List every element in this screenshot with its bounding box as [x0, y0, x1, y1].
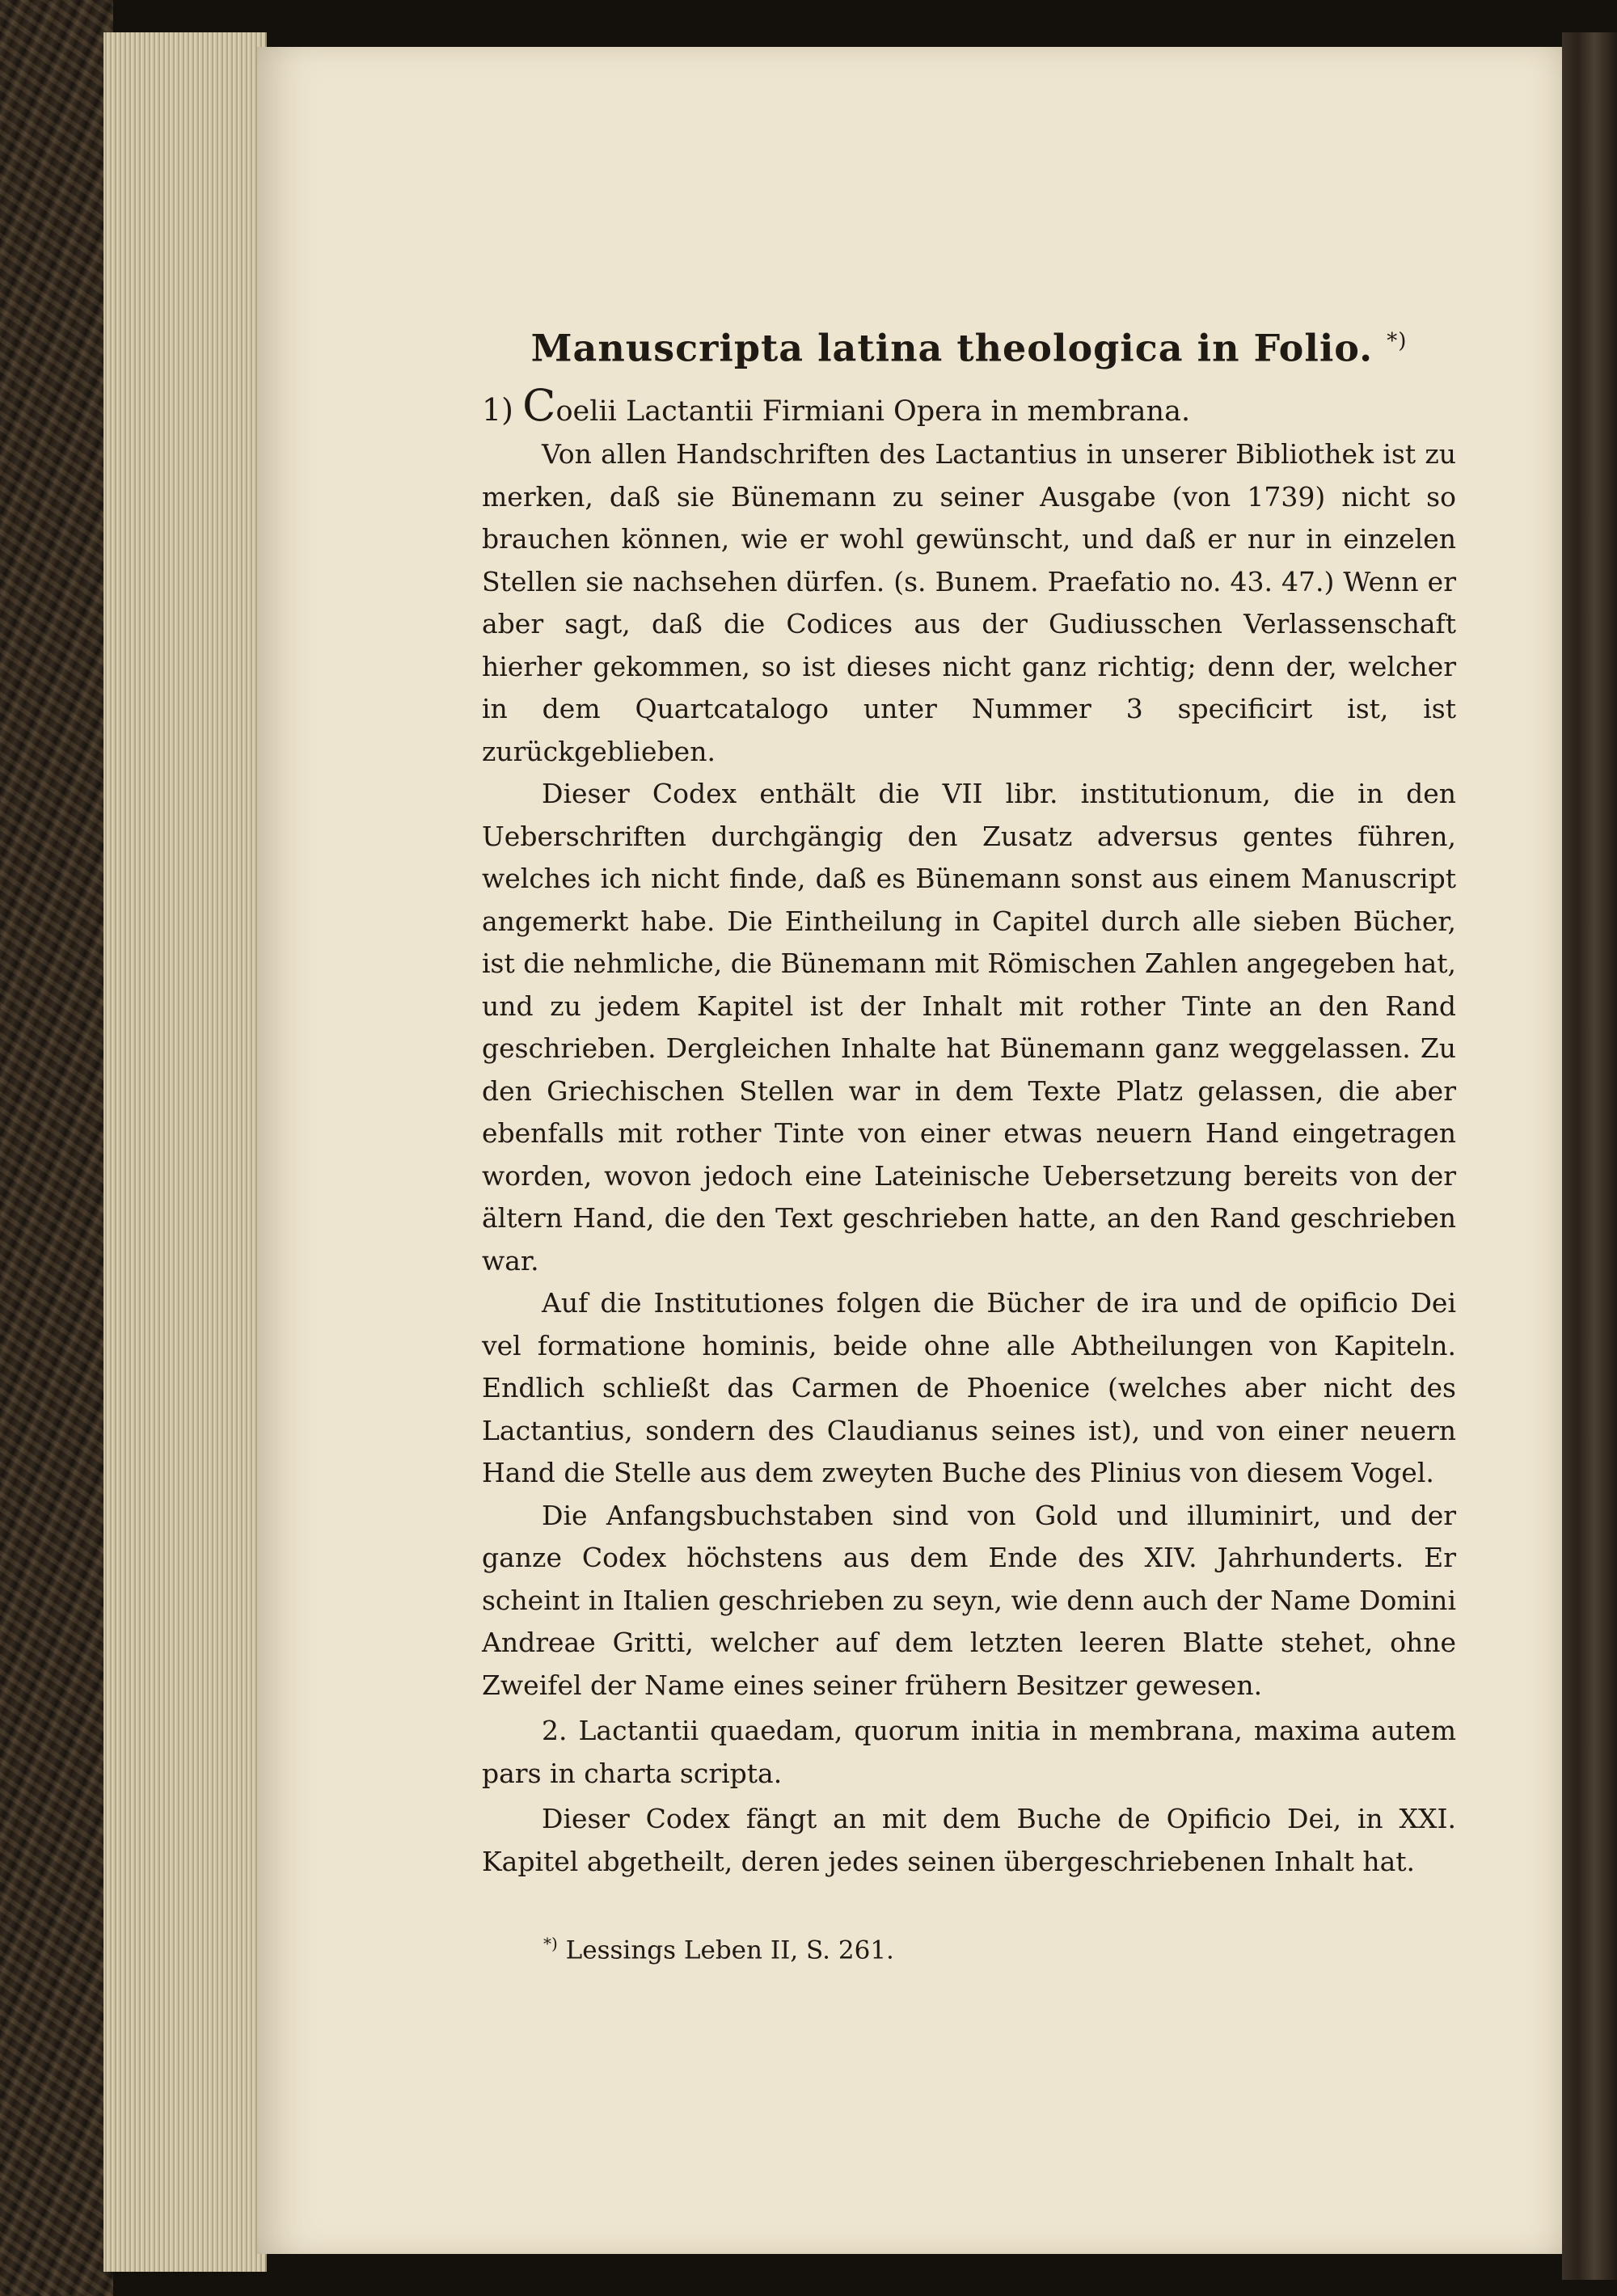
item-2-heading: 2. Lactantii quaedam, quorum initia in membrana, maxima autem pars in charta scripta.: [482, 1715, 1456, 1789]
paragraph-2: Dieser Codex enthält die VII libr. institutionum, die in den Ueberschriften durchgängig den Zusatz adversus gentes führen, welches ich nicht finde, daß es Bünemann sonst aus einem Manuscript angemerkt habe. Die Eintheilung in Capitel durch alle sieben Bücher, ist die nehmliche, die Bünemann mit Römischen Zahlen angegeben hat, und zu jedem Kapitel ist der Inhalt mit rother Tinte an den Rand geschrieben. Dergleichen Inhalte hat Bünemann ganz weggelassen. Zu den Griechischen Stellen war in dem Texte Platz gelassen, die aber ebenfalls mit rother Tinte von einer etwas neuern Hand eingetragen worden, wovon jedoch eine Lateinische Uebersetzung bereits von der ältern Hand, die den Text geschrieben hatte, an den Rand geschrieben war.: [482, 778, 1456, 1277]
page-text: [482, 317, 1456, 1883]
paragraph-1: Von allen Handschriften des Lactantius in unserer Bibliothek ist zu merken, daß sie Bünemann zu seiner Ausgabe (von 1739) nicht so brauchen können, wie er wohl gewünscht, und daß er nur in einzelen Stellen sie nachsehen dürfen. (s. Bunem. Praefatio no. 43. 47.) Wenn er aber sagt, daß die Codices aus der Gudiusschen Verlassenschaft hierher gekommen, so ist dieses nicht ganz richtig; denn der, welcher in dem Quartcatalogo unter Nummer 3 specificirt ist, ist zurückgeblieben.: [482, 438, 1456, 767]
paragraph-3: Auf die Institutiones folgen die Bücher de ira und de opificio Dei vel formatione hominis, beide ohne alle Abtheilungen von Kapiteln. Endlich schließt das Carmen de Phoenice (welches aber nicht des Lactantius, sondern des Claudianus seines ist), und von einer neuern Hand die Stelle aus dem zweyten Buche des Plinius von diesem Vogel.: [482, 1287, 1456, 1489]
page-title-text: Manuscripta latina theologica in Folio.: [530, 326, 1374, 370]
paragraph-4: Die Anfangsbuchstaben sind von Gold und illuminirt, und der ganze Codex höchstens aus dem Ende des XIV. Jahrhunderts. Er scheint in Italien geschrieben zu seyn, wie denn auch der Name Domini Andreae Gritti, welcher auf dem letzten leeren Blatte stehet, ohne Zweifel der Name eines seiner frühern Besitzer gewesen.: [482, 1499, 1456, 1701]
book-cover-right: [1562, 32, 1617, 2280]
footnote-text: Lessings Leben II, S. 261.: [565, 1935, 894, 1965]
page-stack-edge: [103, 32, 267, 2272]
item-1-number: 1): [482, 392, 514, 428]
footnote-ref: *): [1387, 329, 1408, 353]
item-1-title: oelii Lactantii Firmiani Opera in membrana.: [555, 395, 1191, 428]
item-1-heading: [482, 380, 1456, 433]
book-cover-marbled-edge: [0, 0, 113, 2296]
paragraph-5: Dieser Codex fängt an mit dem Buche de Opificio Dei, in XXI. Kapitel abgetheilt, deren jedes seinen übergeschriebenen Inhalt hat.: [482, 1803, 1456, 1877]
page-title: [482, 317, 1456, 372]
item-1-initial: C: [522, 380, 556, 432]
footnote-marker: *): [543, 1934, 558, 1953]
footnote: [543, 1934, 894, 1965]
